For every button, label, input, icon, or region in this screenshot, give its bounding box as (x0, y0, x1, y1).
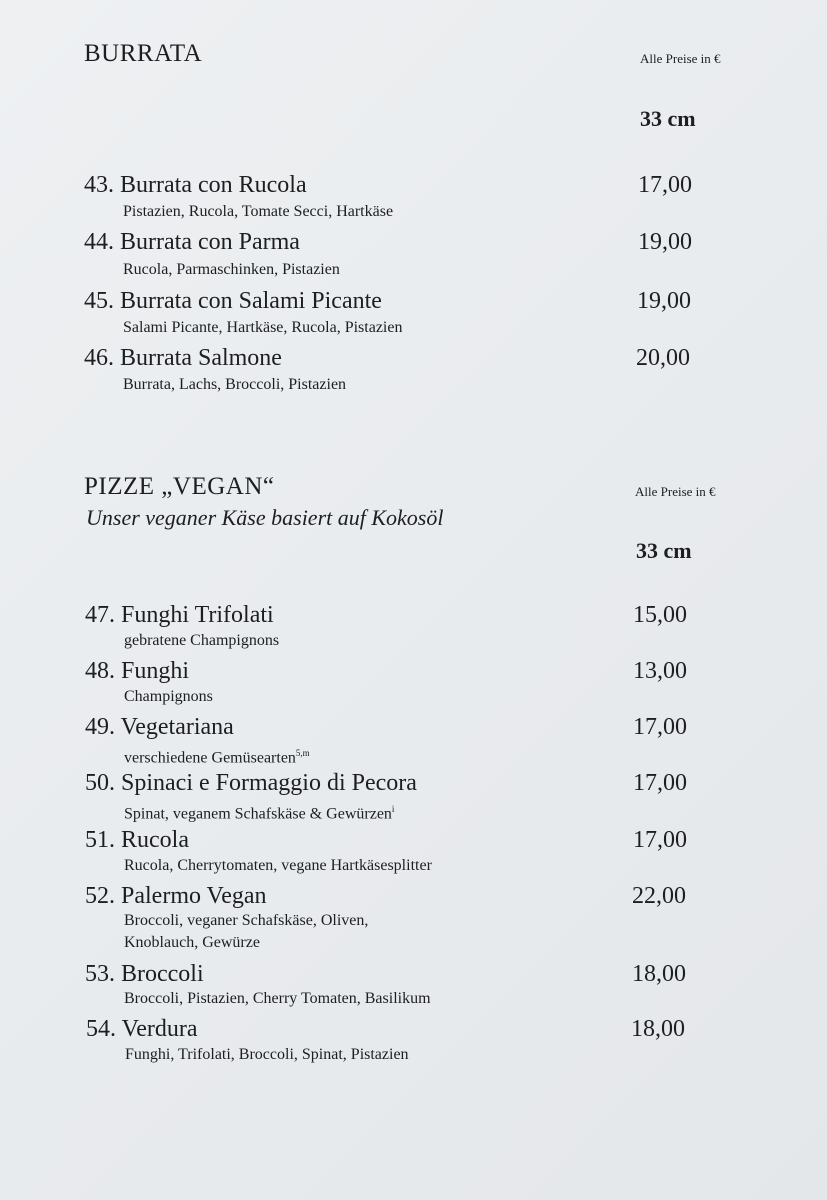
item-price: 15,00 (633, 602, 687, 628)
item-price: 17,00 (633, 827, 687, 853)
vegan-size-label: 33 cm (636, 538, 692, 563)
item-price: 19,00 (637, 288, 691, 314)
item-name: 49. Vegetariana (85, 714, 234, 740)
item-description: Pistazien, Rucola, Tomate Secci, Hartkäse (123, 203, 394, 220)
item-price: 17,00 (633, 770, 687, 796)
vegan-price-note: Alle Preise in € (635, 484, 716, 499)
item-price: 18,00 (632, 961, 686, 987)
item-name: 44. Burrata con Parma (84, 229, 300, 255)
item-name: 46. Burrata Salmone (84, 345, 282, 371)
item-price: 13,00 (633, 658, 687, 684)
menu-item (86, 1016, 726, 1072)
item-description: Champignons (124, 688, 213, 705)
menu-item (85, 827, 725, 883)
item-name: 45. Burrata con Salami Picante (84, 288, 382, 314)
item-name: 48. Funghi (85, 658, 190, 684)
item-name: 43. Burrata con Rucola (84, 172, 307, 198)
item-description: Salami Picante, Hartkäse, Rucola, Pistazien (123, 319, 403, 336)
item-price: 22,00 (632, 883, 686, 909)
item-description: Burrata, Lachs, Broccoli, Pistazien (123, 376, 347, 393)
item-description: Rucola, Cherrytomaten, vegane Hartkäsesplitter (124, 857, 432, 874)
item-description: verschiedene Gemüsearten$^{5,m}$ (124, 748, 310, 767)
item-description-line2: Knoblauch, Gewürze (124, 934, 260, 951)
item-description: Broccoli, Pistazien, Cherry Tomaten, Basilikum (124, 990, 431, 1007)
item-name: 54. Verdura (86, 1016, 198, 1042)
item-description: gebratene Champignons (124, 632, 280, 649)
item-price: 19,00 (638, 229, 692, 255)
menu-item (85, 658, 725, 714)
item-description: Rucola, Parmaschinken, Pistazien (123, 261, 340, 278)
menu-item (85, 770, 725, 826)
allergen-superscript: i (391, 804, 395, 814)
item-description: Broccoli, veganer Schafskäse, Oliven, (124, 912, 369, 929)
menu-item (84, 172, 724, 228)
menu-item (85, 961, 725, 1017)
item-name: 52. Palermo Vegan (85, 883, 267, 909)
menu-item (84, 345, 724, 401)
item-description: Spinat, veganem Schafskäse & Gewürzen$^i$ (124, 804, 395, 823)
item-name: 51. Rucola (85, 827, 189, 853)
item-price: 20,00 (636, 345, 690, 371)
burrata-section-title: BURRATA (84, 40, 203, 67)
item-price: 17,00 (633, 714, 687, 740)
burrata-size-label: 33 cm (640, 106, 696, 131)
vegan-section-title: PIZZE „VEGAN“ (84, 473, 275, 500)
item-description: Funghi, Trifolati, Broccoli, Spinat, Pistazien (125, 1046, 409, 1063)
allergen-superscript: 5,m (295, 748, 310, 758)
item-price: 17,00 (638, 172, 692, 198)
menu-item (85, 714, 725, 770)
menu-item (84, 229, 724, 285)
item-price: 18,00 (631, 1016, 685, 1042)
burrata-price-note: Alle Preise in € (640, 51, 721, 66)
menu-item (84, 288, 724, 344)
menu-item (85, 602, 725, 658)
vegan-section-subtitle: Unser veganer Käse basiert auf Kokosöl (86, 505, 444, 530)
item-name: 47. Funghi Trifolati (85, 602, 274, 628)
item-name: 53. Broccoli (85, 961, 204, 987)
menu-item (85, 883, 725, 963)
item-name: 50. Spinaci e Formaggio di Pecora (85, 770, 417, 796)
